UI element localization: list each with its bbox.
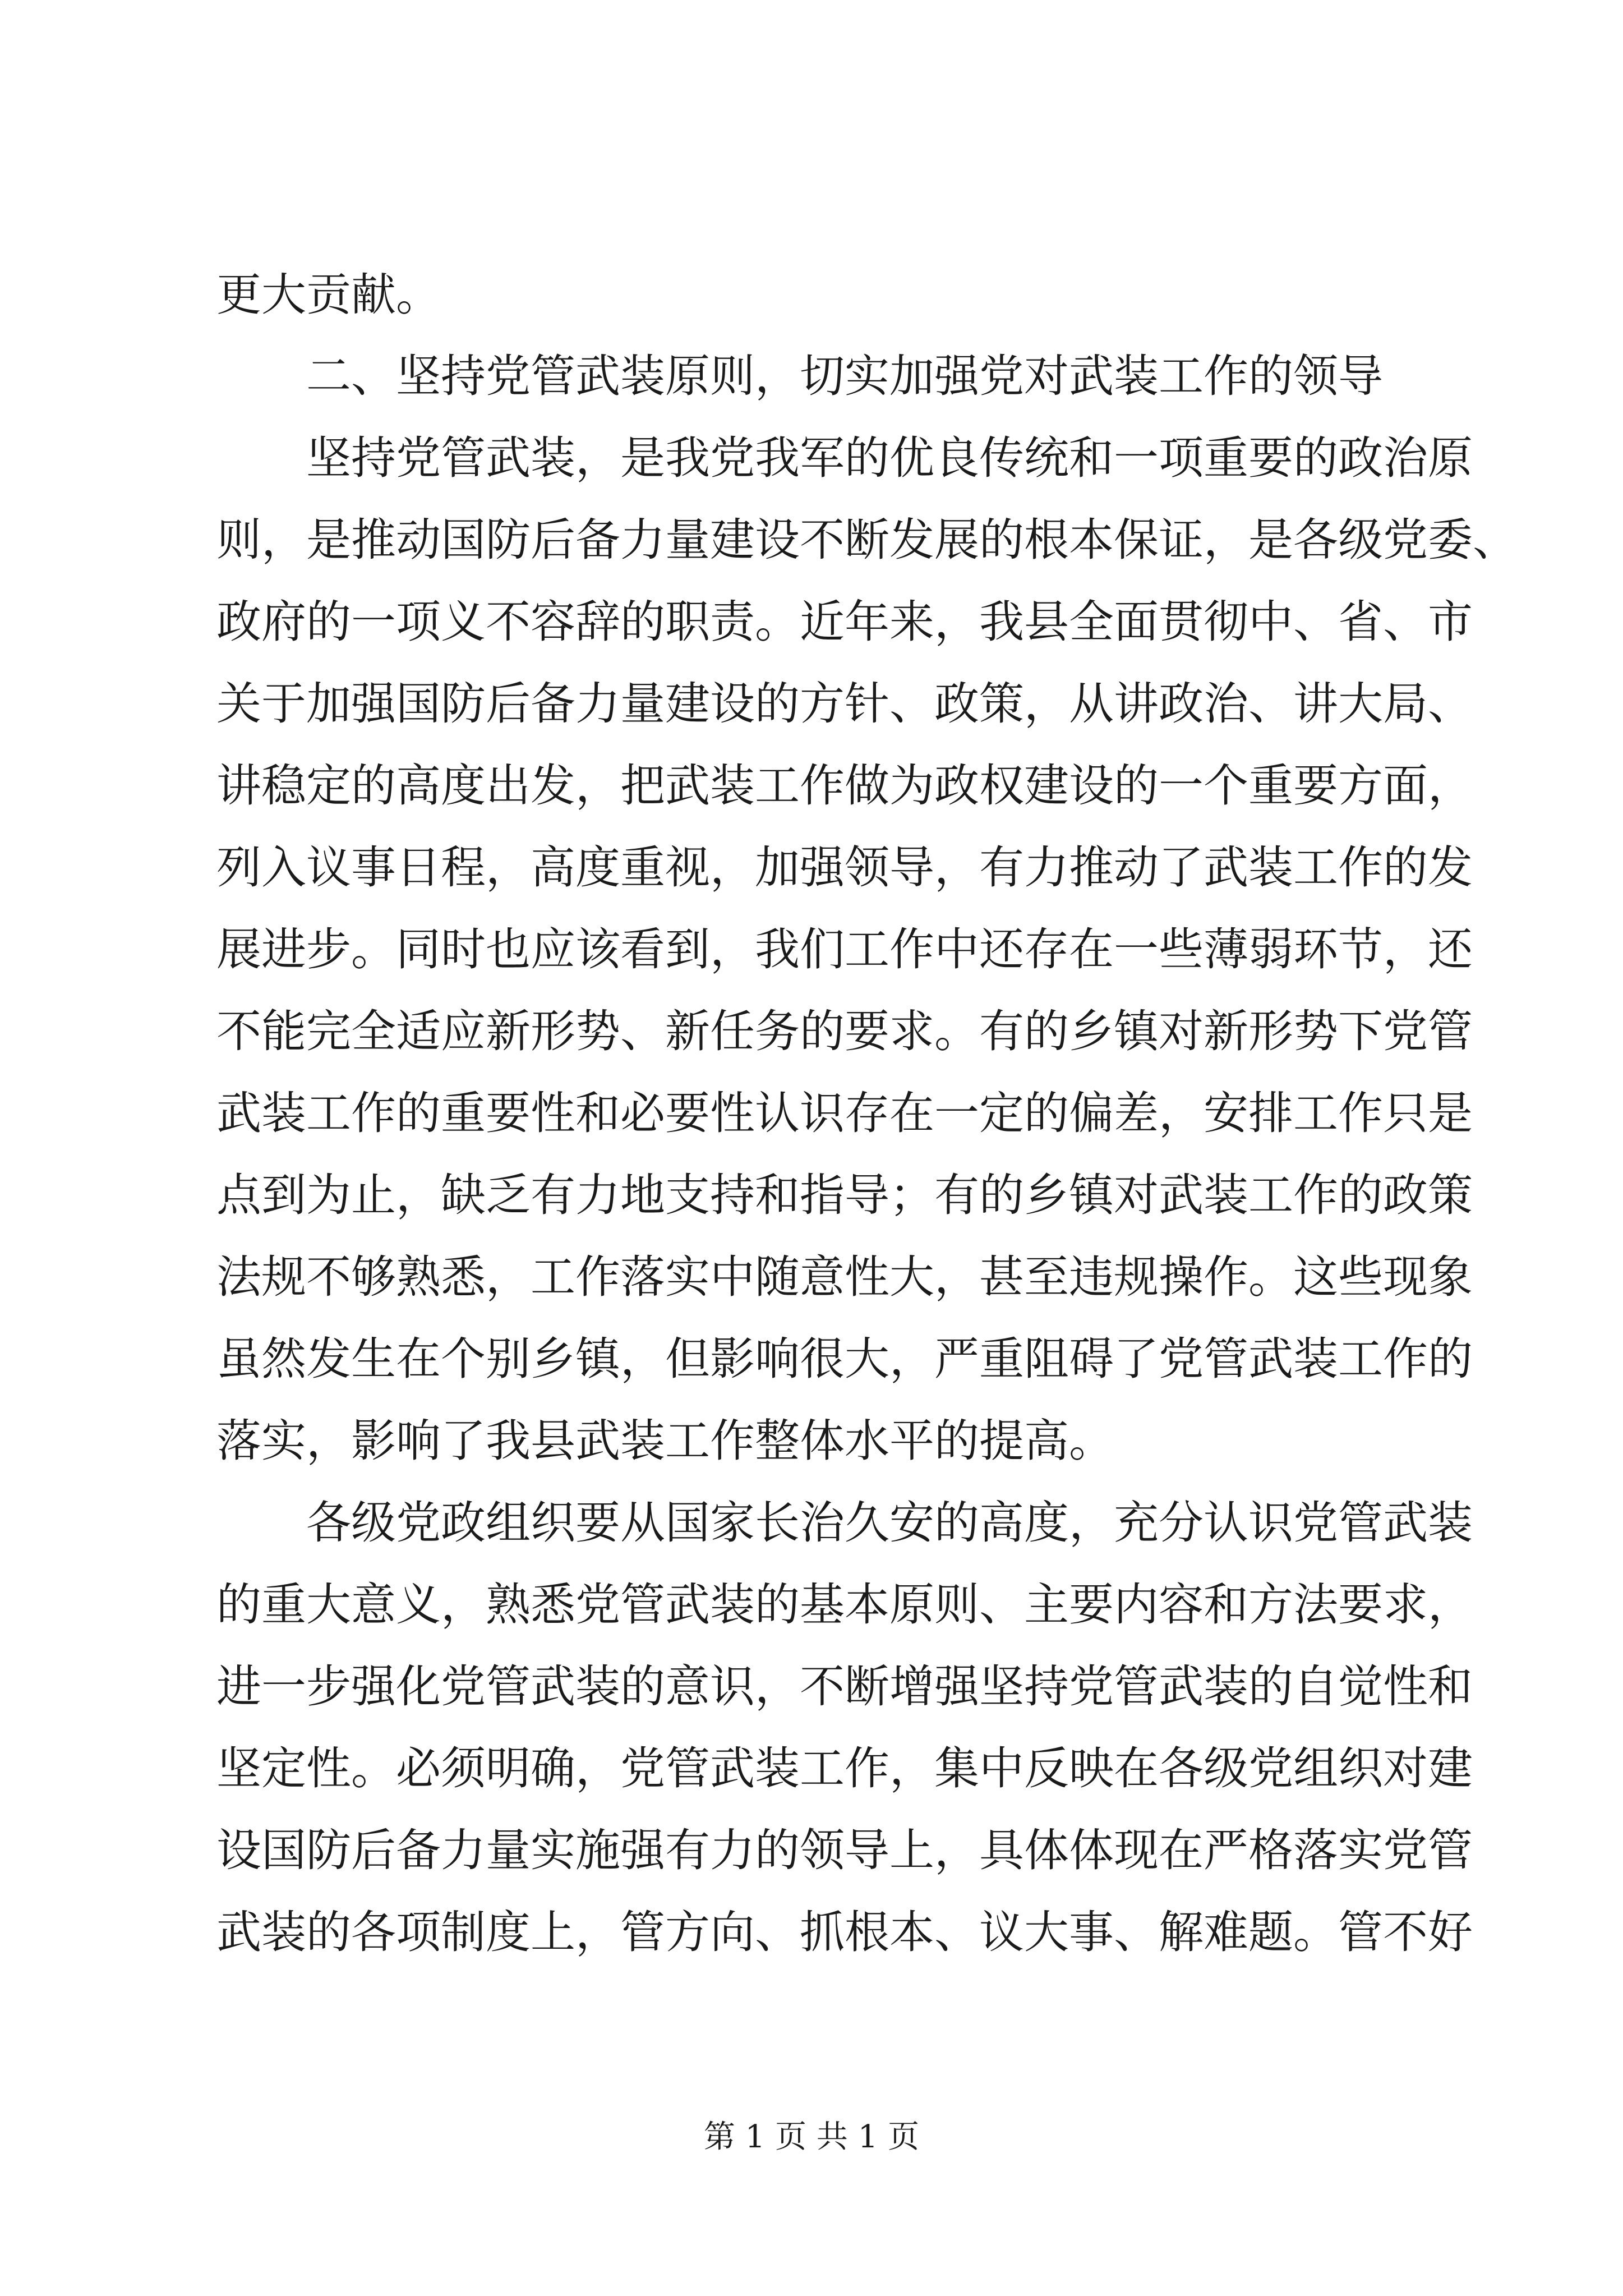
- text-line-14: 虽然发生在个别乡镇，但影响很大，严重阻碍了党管武装工作的: [216, 1333, 1473, 1385]
- text-line-13: 法规不够熟悉，工作落实中随意性大，甚至违规操作。这些现象: [216, 1251, 1473, 1303]
- text-line-17: 的重大意义，熟悉党管武装的基本原则、主要内容和方法要求，: [216, 1579, 1473, 1631]
- text-line-21: 武装的各项制度上，管方向、抓根本、议大事、解难题。管不好: [216, 1906, 1473, 1958]
- text-line-19: 坚定性。必须明确，党管武装工作，集中反映在各级党组织对建: [216, 1742, 1473, 1795]
- page-footer: 第 1 页 共 1 页: [703, 2119, 920, 2155]
- text-line-3: 坚持党管武装，是我党我军的优良传统和一项重要的政治原: [306, 432, 1473, 484]
- text-line-10: 不能完全适应新形势、新任务的要求。有的乡镇对新形势下党管: [216, 1005, 1473, 1057]
- section-heading: 二、坚持党管武装原则，切实加强党对武装工作的领导: [306, 350, 1383, 402]
- text-line-9: 展进步。同时也应该看到，我们工作中还存在一些薄弱环节，还: [216, 923, 1473, 976]
- text-line-6: 关于加强国防后备力量建设的方针、政策，从讲政治、讲大局、: [216, 678, 1473, 730]
- text-line-4: 则，是推动国防后备力量建设不断发展的根本保证，是各级党委、: [216, 514, 1518, 566]
- text-line-20: 设国防后备力量实施强有力的领导上，具体体现在严格落实党管: [216, 1824, 1473, 1876]
- text-line-7: 讲稳定的高度出发，把武装工作做为政权建设的一个重要方面，: [216, 760, 1473, 812]
- text-line-18: 进一步强化党管武装的意识，不断增强坚持党管武装的自觉性和: [216, 1660, 1473, 1713]
- text-line-1: 更大贡献。: [216, 269, 441, 321]
- text-line-15: 落实，影响了我县武装工作整体水平的提高。: [216, 1415, 1114, 1467]
- text-line-12: 点到为止，缺乏有力地支持和指导；有的乡镇对武装工作的政策: [216, 1169, 1473, 1221]
- text-line-16: 各级党政组织要从国家长治久安的高度，充分认识党管武装: [306, 1497, 1473, 1549]
- text-line-8: 列入议事日程，高度重视，加强领导，有力推动了武装工作的发: [216, 841, 1473, 894]
- text-line-11: 武装工作的重要性和必要性认识存在一定的偏差，安排工作只是: [216, 1087, 1473, 1139]
- text-line-5: 政府的一项义不容辞的职责。近年来，我县全面贯彻中、省、市: [216, 596, 1473, 648]
